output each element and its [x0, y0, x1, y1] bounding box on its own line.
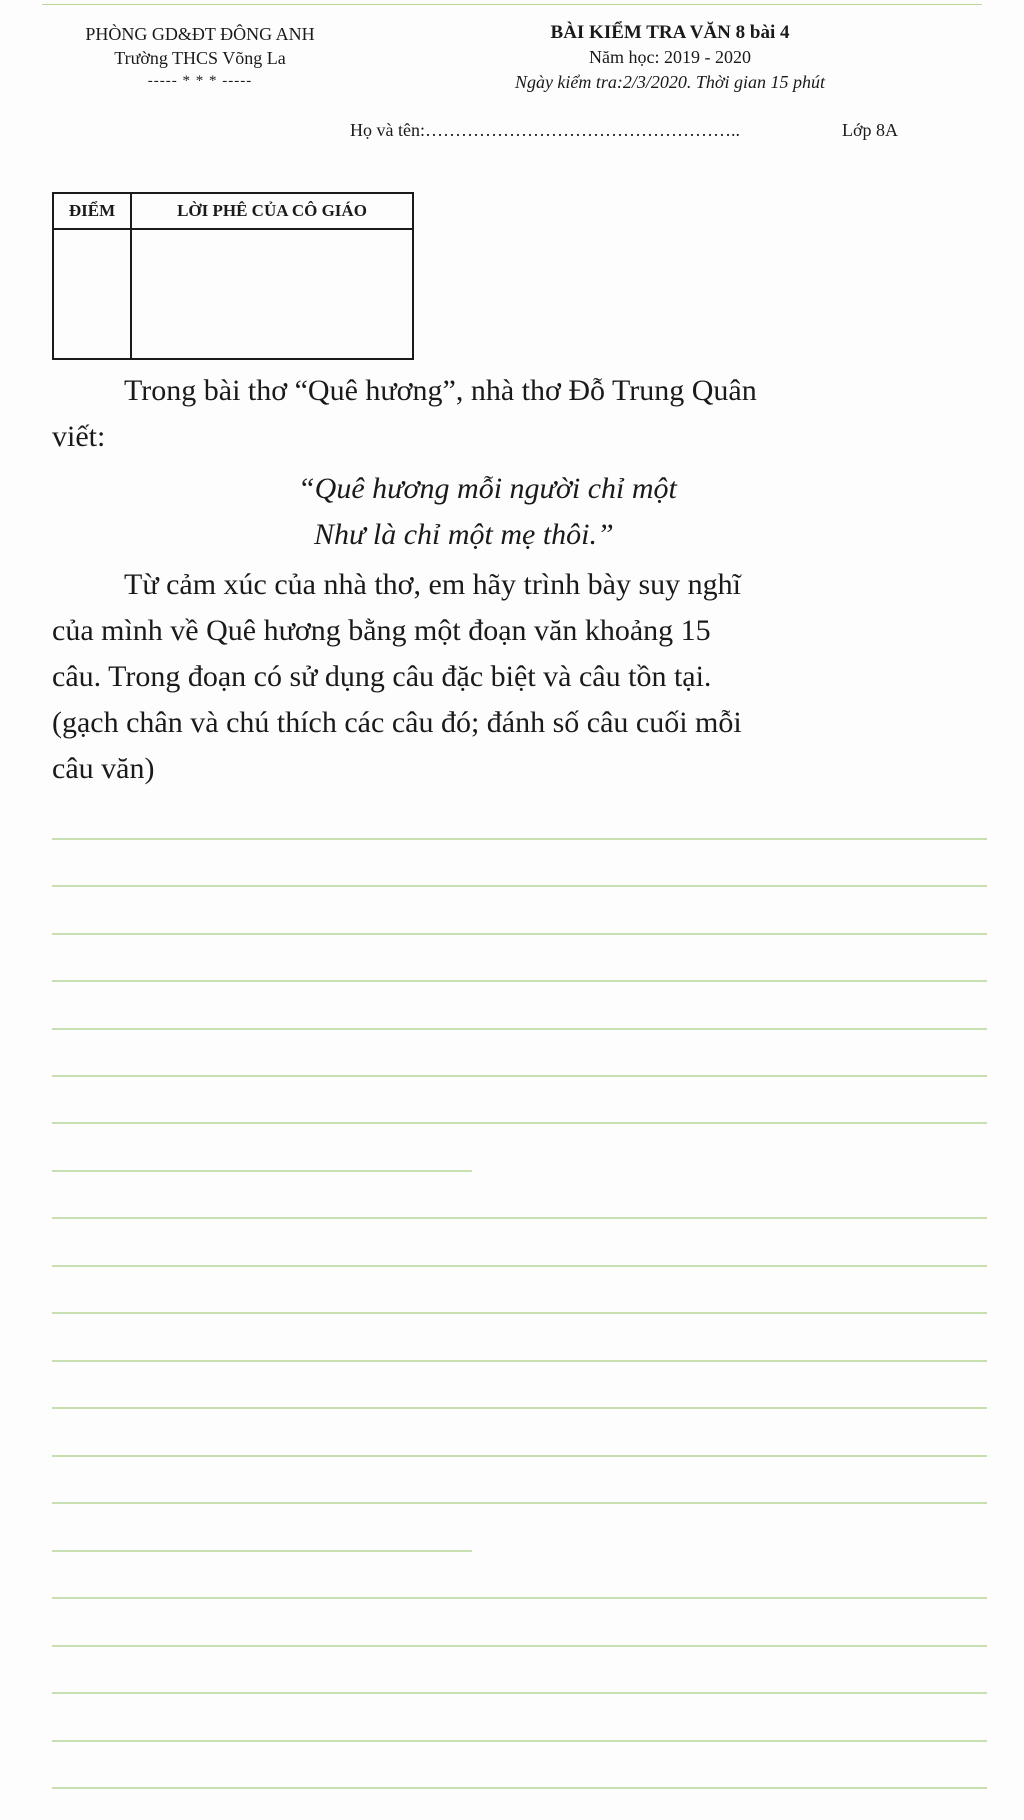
poem-quote-line-1: “Quê hương mỗi người chỉ một [298, 472, 677, 505]
header-separator: ----- * * * ----- [147, 73, 253, 89]
student-name-field[interactable]: Họ và tên:…………………………………………….. [350, 120, 740, 140]
class-label: Lớp 8A [842, 120, 899, 140]
writing-line[interactable] [52, 1028, 987, 1030]
exam-date: Ngày kiểm tra:2/3/2020. Thời gian 15 phút [514, 72, 826, 92]
writing-line[interactable] [52, 1692, 987, 1694]
school-name: Trường THCS Võng La [114, 48, 286, 68]
writing-line[interactable] [52, 1502, 987, 1504]
poem-quote-line-2: Như là chỉ một mẹ thôi.” [314, 518, 614, 551]
writing-line[interactable] [52, 1075, 987, 1077]
department-name: PHÒNG GD&ĐT ĐÔNG ANH [85, 24, 315, 44]
writing-line[interactable] [52, 838, 987, 840]
writing-line[interactable] [52, 1312, 987, 1314]
teacher-comment-header: LỜI PHÊ CỦA CÔ GIÁO [131, 193, 413, 229]
writing-line[interactable] [52, 933, 987, 935]
score-header: ĐIỂM [53, 193, 131, 229]
writing-line[interactable] [52, 1645, 987, 1647]
task-line-4: (gạch chân và chú thích các câu đó; đánh số câu cuối mỗi [52, 706, 742, 739]
top-rule [42, 4, 982, 5]
writing-line[interactable] [52, 1122, 987, 1124]
school-year: Năm học: 2019 - 2020 [589, 47, 751, 67]
prompt-intro-line-1: Trong bài thơ “Quê hương”, nhà thơ Đỗ Trung Quân [124, 374, 757, 407]
writing-line-short[interactable] [52, 1170, 472, 1172]
writing-line[interactable] [52, 1265, 987, 1267]
teacher-comment-cell[interactable] [131, 229, 413, 359]
task-line-1: Từ cảm xúc của nhà thơ, em hãy trình bày suy nghĩ [124, 568, 741, 601]
score-cell[interactable] [53, 229, 131, 359]
grade-table [52, 192, 414, 360]
task-line-5: câu văn) [52, 752, 155, 785]
writing-line-short[interactable] [52, 1550, 472, 1552]
writing-line[interactable] [52, 885, 987, 887]
writing-line[interactable] [52, 980, 987, 982]
prompt-intro-line-2: viết: [52, 420, 106, 453]
school-header [50, 22, 350, 92]
task-line-2: của mình về Quê hương bằng một đoạn văn khoảng 15 [52, 614, 711, 647]
exam-title: BÀI KIỂM TRA VĂN 8 bài 4 [550, 22, 790, 43]
writing-line[interactable] [52, 1217, 987, 1219]
writing-line[interactable] [52, 1787, 987, 1789]
task-line-3: câu. Trong đoạn có sử dụng câu đặc biệt và câu tồn tại. [52, 660, 712, 693]
exam-header [410, 20, 930, 95]
writing-line[interactable] [52, 1740, 987, 1742]
writing-line[interactable] [52, 1597, 987, 1599]
writing-line[interactable] [52, 1360, 987, 1362]
writing-line[interactable] [52, 1455, 987, 1457]
writing-line[interactable] [52, 1407, 987, 1409]
